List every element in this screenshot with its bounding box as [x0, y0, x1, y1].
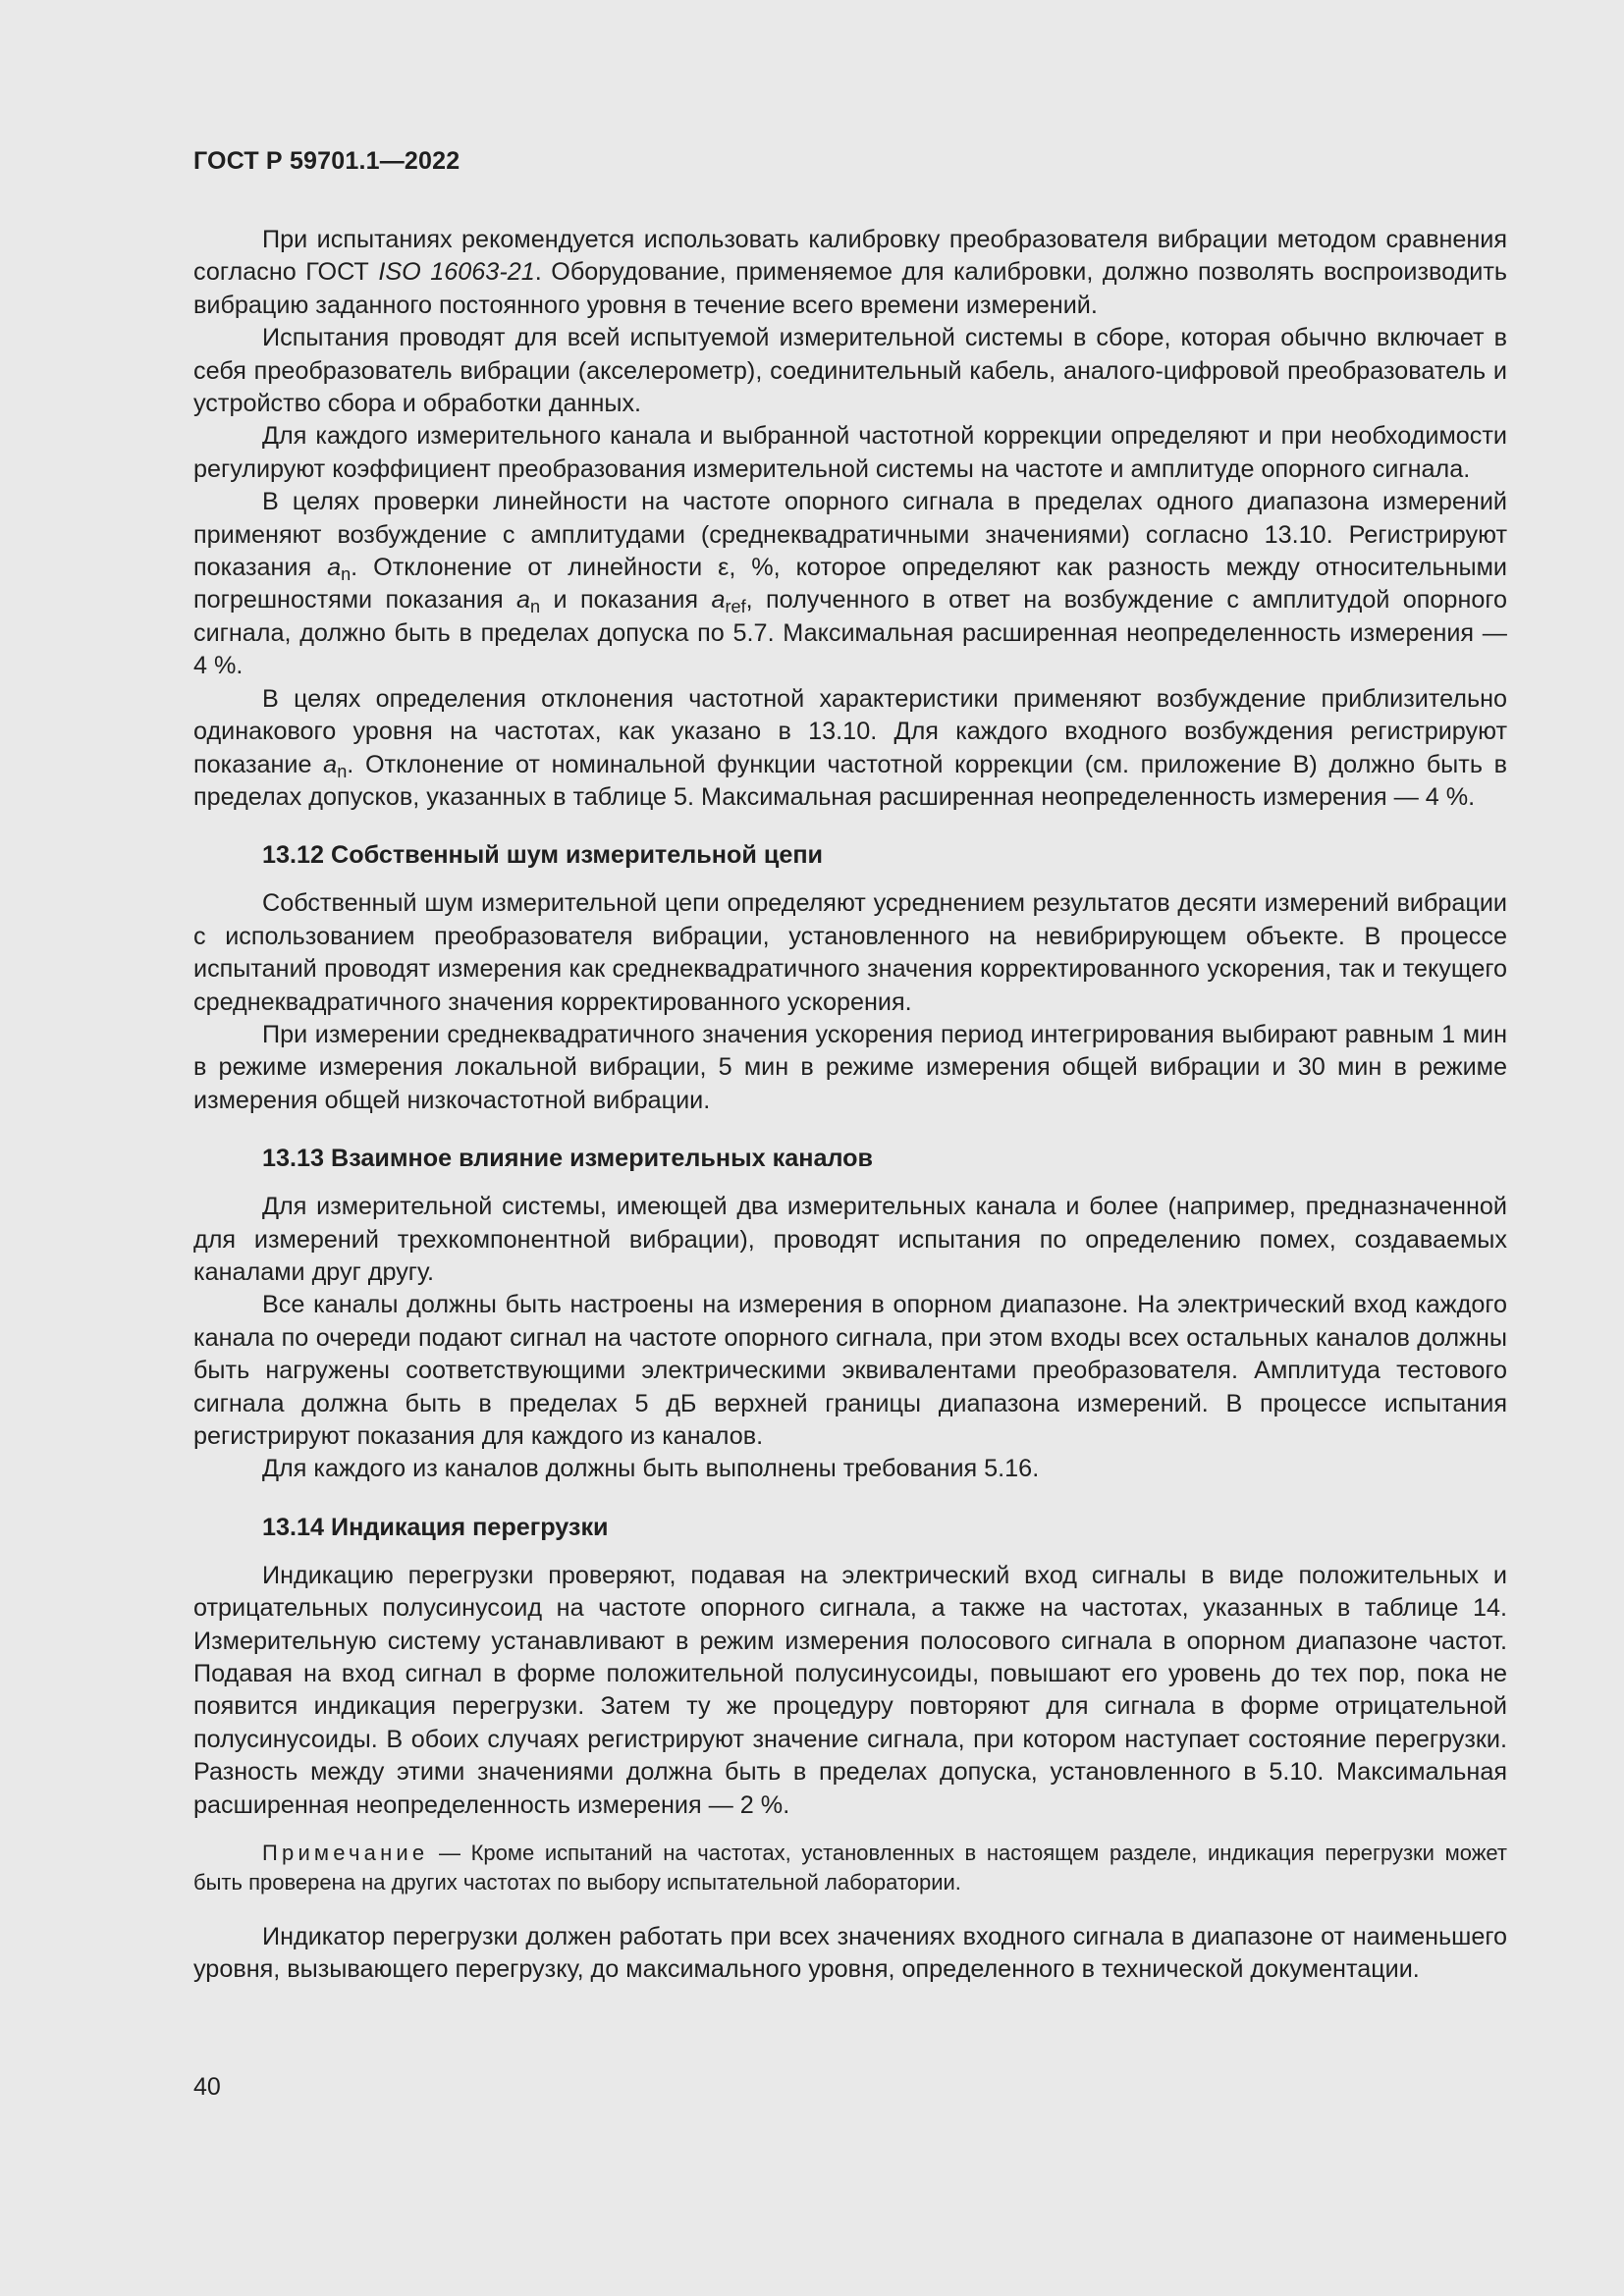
- text-run: , полученного в ответ на возбуждение с амплитудой опорного сигнала, должно быть в пределах допуска по 5.7. Максимальная расширенная неопределенность измерения — 4 %.: [193, 586, 1507, 680]
- paragraph-overload-indicator: [193, 1921, 1507, 1987]
- section-heading: 13.12 Собственный шум измерительной цепи: [262, 841, 824, 870]
- paragraph-self-noise: [193, 887, 1507, 1019]
- paragraph-multichannel-system: [193, 1191, 1507, 1289]
- paragraph-channel-setup: [193, 1289, 1507, 1453]
- paragraph-channel-requirements: [193, 1453, 1507, 1485]
- paragraph-integration-period: [193, 1019, 1507, 1117]
- section-13-13: [193, 1143, 1507, 1486]
- subscript-text: n: [530, 597, 541, 617]
- note-label: Примечание: [262, 1841, 429, 1866]
- paragraph-system-test: [193, 322, 1507, 420]
- text-run: При испытаниях рекомендуется использовать калибровку преобразователя вибрации методом сравнения согласно ГОСТ: [193, 226, 1507, 287]
- intro-paragraphs: [193, 224, 1507, 814]
- section-heading: 13.13 Взаимное влияние измерительных каналов: [262, 1145, 873, 1173]
- text-run: Для измерительной системы, имеющей два измерительных канала и более (например, предназначенной для измерений трехкомпонентной вибрации), проводят испытания по определению помех, создаваемых каналами друг другу.: [193, 1193, 1507, 1286]
- italic-text: a: [711, 586, 726, 614]
- text-run: . Оборудование, применяемое для калибровки, должно позволять воспроизводить вибрацию заданного постоянного уровня в течение всего времени измерений.: [193, 258, 1507, 319]
- section-heading: 13.14 Индикация перегрузки: [262, 1513, 609, 1541]
- text-run: Все каналы должны быть настроены на измерения в опорном диапазоне. На электрический вход каждого канала по очереди подают сигнал на частоте опорного сигнала, при этом входы всех остальных каналов должны быть нагружены соответствующими электрическими эквивалентами преобразователя. Амплитуда тестового сигнала должна быть в пределах 5 дБ верхней границы диапазона измерений. В процессе испытания регистрируют показания для каждого из каналов.: [193, 1291, 1507, 1450]
- paragraph-overload-check: [193, 1560, 1507, 1822]
- paragraph-conversion-coefficient: [193, 420, 1507, 486]
- paragraph-frequency-response: [193, 683, 1507, 815]
- italic-text: a: [327, 554, 342, 582]
- page-number: 40: [193, 2073, 221, 2101]
- text-run: Собственный шум измерительной цепи определяют усреднением результатов десяти измерений вибрации с использованием преобразователя вибрации, установленного на невибрирующем объекте. В процессе испытаний проводят измерения как среднеквадратичного значения корректированного ускорения, так и текущего среднеквадратичного значения корректированного ускорения.: [193, 889, 1507, 1016]
- text-run: Индикацию перегрузки проверяют, подавая на электрический вход сигналы в виде положительных и отрицательных полусинусоид на частоте опорного сигнала, а также на частотах, указанных в таблице 14. Измерительную систему устанавливают в режим измерения полосового сигнала в опорном диапазоне частот. Подавая на вход сигнал в форме положительной полусинусоиды, повышают его уровень до тех пор, пока не появится индикация перегрузки. Затем ту же процедуру повторяют для сигнала в форме отрицательной полусинусоиды. В обоих случаях регистрируют значение сигнала, при котором наступает состояние перегрузки. Разность между этими значениями должна быть в пределах допуска, установленного в 5.10. Максимальная расширенная неопределенность измерения — 2 %.: [193, 1561, 1507, 1819]
- subscript-text: ref: [725, 597, 746, 617]
- text-run: В целях проверки линейности на частоте опорного сигнала в пределах одного диапазона измерений применяют возбуждение с амплитудами (среднеквадратичными значениями) согласно 13.10. Регистрируют показания: [193, 488, 1507, 582]
- text-run: . Отклонение от линейности ε, %, которое определяют как разность между относительными погрешностями показания: [193, 554, 1507, 614]
- subscript-text: n: [337, 761, 348, 781]
- italic-text: a: [323, 750, 338, 778]
- text-run: Для каждого из каналов должны быть выполнены требования 5.16.: [262, 1455, 1040, 1483]
- text-run: При измерении среднеквадратичного значения ускорения период интегрирования выбирают равным 1 мин в режиме измерения локальной вибрации, 5 мин в режиме измерения общей вибрации и 30 мин в режиме измерения общей низкочастотной вибрации.: [193, 1020, 1507, 1114]
- note-text: — Кроме испытаний на частотах, установленных в настоящем разделе, индикация перегрузки может быть проверена на других частотах по выбору испытательной лаборатории.: [193, 1841, 1507, 1896]
- section-13-14: [193, 1512, 1507, 1987]
- section-13-12: [193, 839, 1507, 1117]
- document-id-header: ГОСТ Р 59701.1—2022: [193, 147, 460, 175]
- page-content: [193, 224, 1507, 1987]
- text-run: и показания: [540, 586, 712, 614]
- text-run: . Отклонение от номинальной функции частотной коррекции (см. приложение В) должно быть в пределах допусков, указанных в таблице 5. Максимальная расширенная неопределенность измерения — 4 %.: [193, 750, 1507, 811]
- italic-text: ISO 16063-21: [378, 258, 535, 287]
- text-run: Испытания проводят для всей испытуемой измерительной системы в сборе, которая обычно включает в себя преобразователь вибрации (акселерометр), соединительный кабель, аналого-цифровой преобразователь и устройство сбора и обработки данных.: [193, 324, 1507, 418]
- text-run: Индикатор перегрузки должен работать при всех значениях входного сигнала в диапазоне от наименьшего уровня, вызывающего перегрузку, до максимального уровня, определенного в технической документации.: [193, 1923, 1507, 1984]
- subscript-text: n: [341, 564, 352, 585]
- paragraph-linearity-check: [193, 486, 1507, 682]
- text-run: Для каждого измерительного канала и выбранной частотной коррекции определяют и при необходимости регулируют коэффициент преобразования измерительной системы на частоте и амплитуде опорного сигнала.: [193, 422, 1507, 483]
- paragraph-calibration: [193, 224, 1507, 322]
- note: [193, 1839, 1507, 1897]
- text-run: В целях определения отклонения частотной характеристики применяют возбуждение приблизительно одинакового уровня на частотах, как указано в 13.10. Для каждого входного возбуждения регистрируют показание: [193, 684, 1507, 778]
- italic-text: a: [516, 586, 531, 614]
